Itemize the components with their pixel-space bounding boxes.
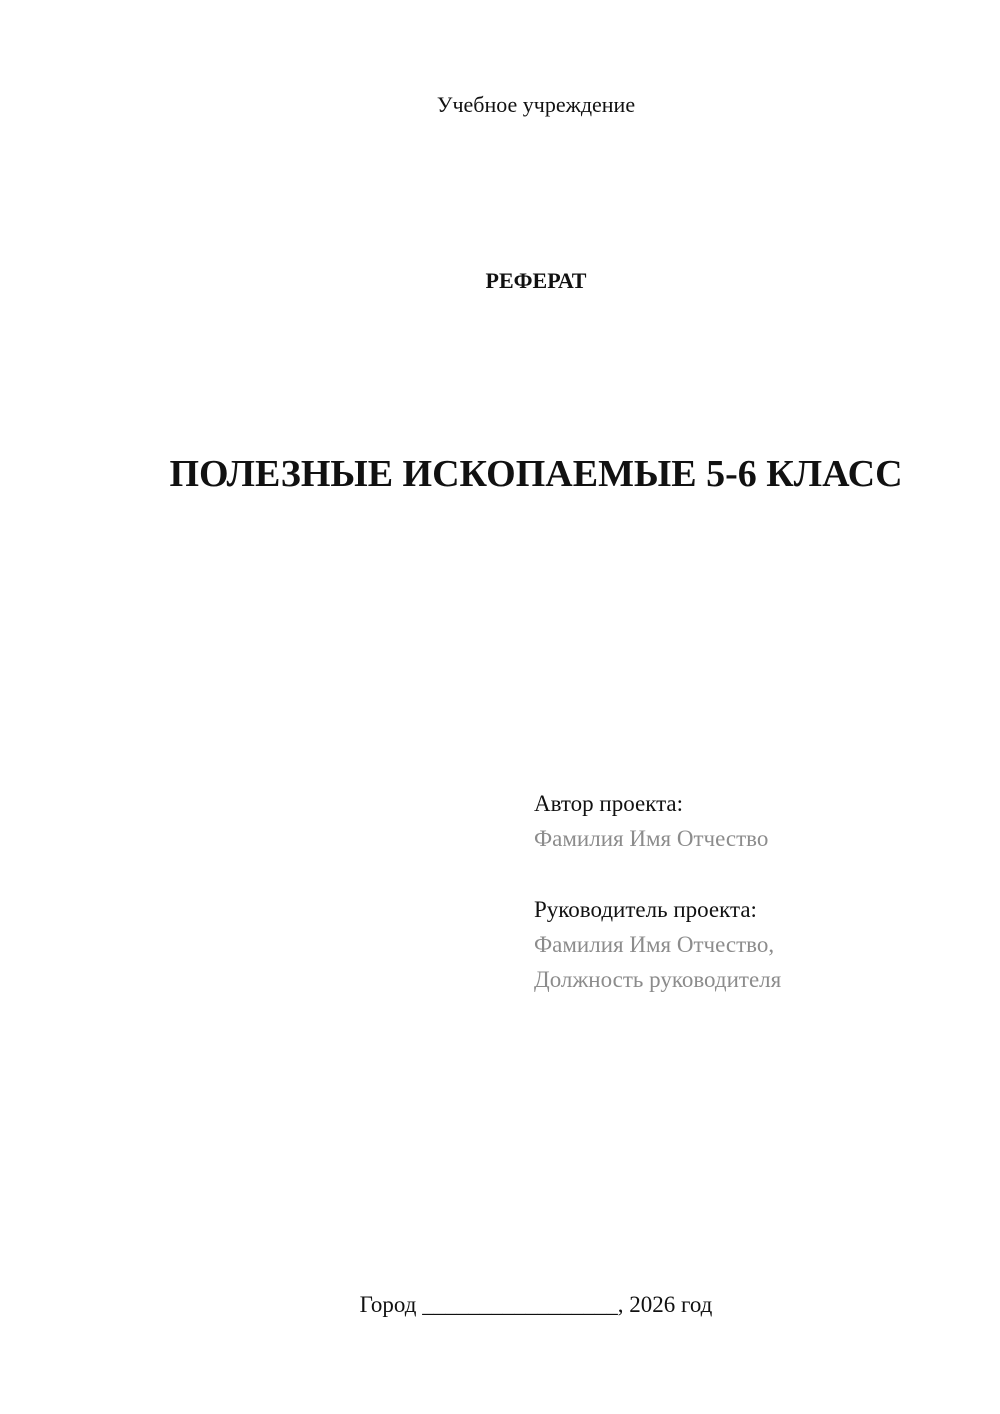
city-year-line: Город _________________, 2026 год	[359, 1292, 713, 1317]
credits-block	[534, 786, 974, 1033]
document-type: РЕФЕРАТ	[485, 268, 587, 293]
institution-name: Учебное учреждение	[436, 92, 636, 117]
supervisor-name: Фамилия Имя Отчество,	[534, 932, 775, 957]
document-title: ПОЛЕЗНЫЕ ИСКОПАЕМЫЕ 5-6 КЛАСС	[169, 453, 903, 495]
author-label: Автор проекта:	[534, 791, 683, 816]
author-block	[534, 786, 974, 856]
supervisor-position: Должность руководителя	[534, 967, 782, 992]
supervisor-block	[534, 892, 974, 997]
supervisor-label: Руководитель проекта:	[534, 897, 757, 922]
author-name: Фамилия Имя Отчество	[534, 826, 769, 851]
